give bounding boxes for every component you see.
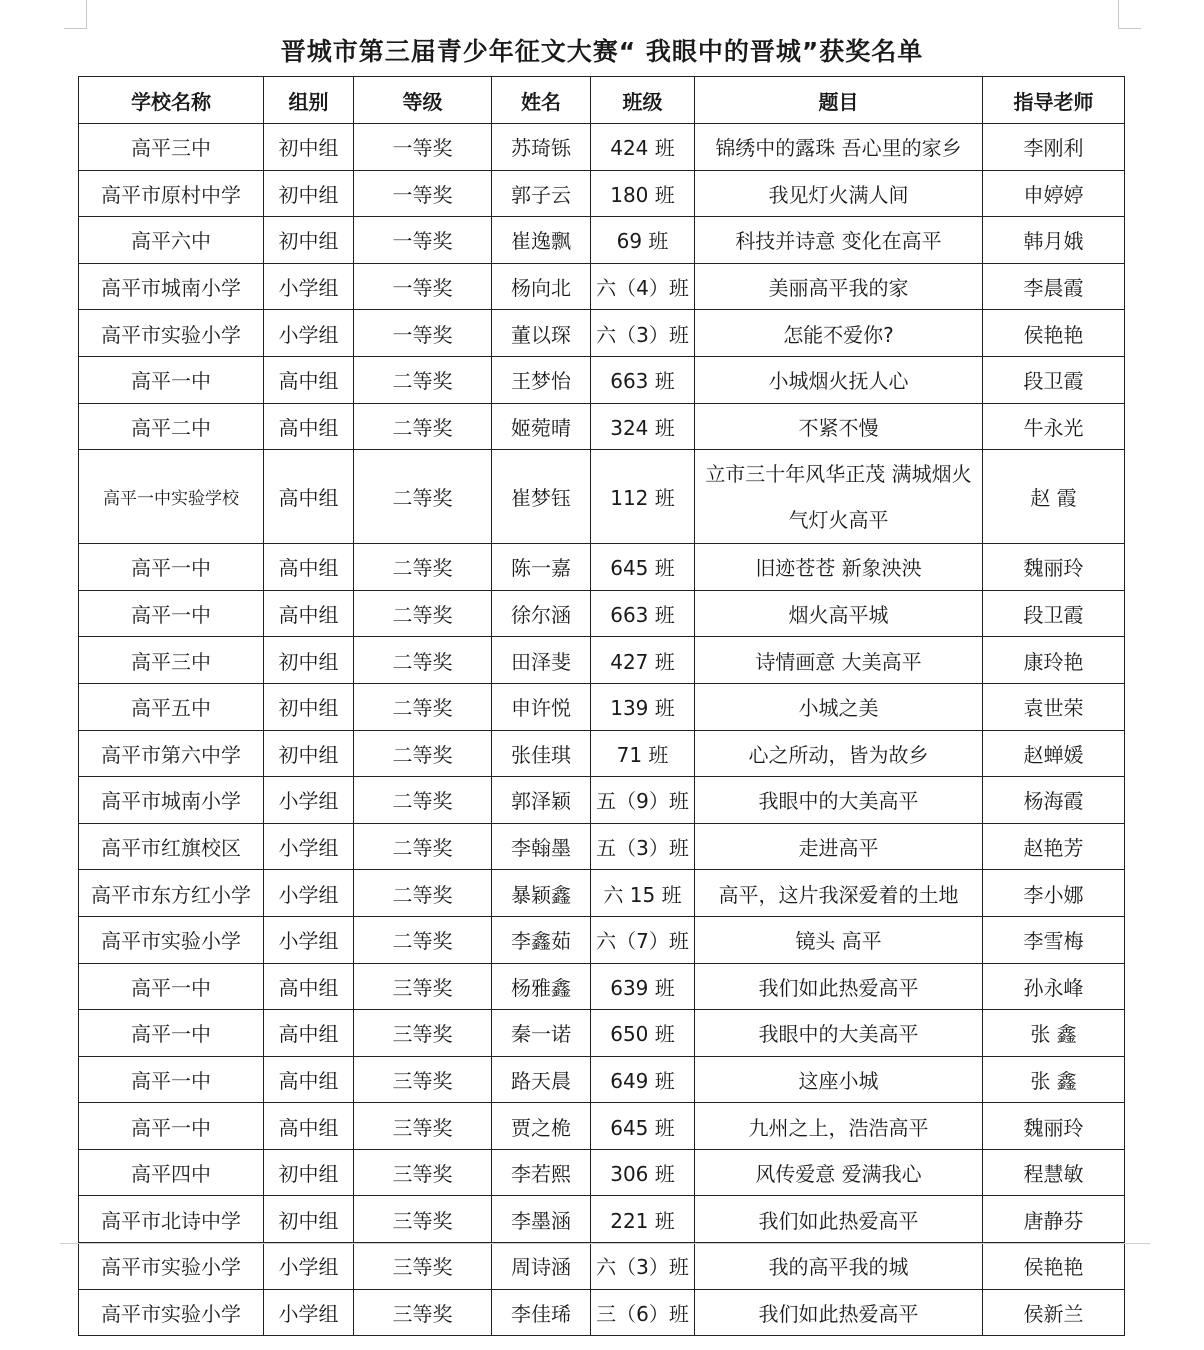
cell-name: 王梦怡 (492, 356, 591, 403)
cell-group: 初中组 (264, 730, 354, 777)
cell-teacher: 李雪梅 (983, 916, 1125, 963)
cell-class: 六（4）班 (591, 263, 695, 310)
cell-name: 李佳琋 (492, 1289, 591, 1336)
cell-name: 崔梦钰 (492, 450, 591, 544)
cell-school: 高平一中 (79, 356, 264, 403)
header-name: 姓名 (492, 77, 591, 124)
cell-teacher: 申婷婷 (983, 170, 1125, 217)
table-row (79, 683, 1125, 730)
table-row (79, 170, 1125, 217)
cell-name: 郭子云 (492, 170, 591, 217)
cell-topic: 我们如此热爱高平 (695, 1289, 983, 1336)
cell-school: 高平一中实验学校 (79, 450, 264, 544)
cell-school: 高平市东方红小学 (79, 870, 264, 917)
cell-level: 三等奖 (354, 963, 492, 1010)
cell-teacher: 侯新兰 (983, 1289, 1125, 1336)
cell-level: 二等奖 (354, 916, 492, 963)
cell-class: 649 班 (591, 1056, 695, 1103)
cell-group: 高中组 (264, 450, 354, 544)
cell-level: 一等奖 (354, 170, 492, 217)
cell-teacher: 段卫霞 (983, 590, 1125, 637)
cell-teacher: 侯艳艳 (983, 1243, 1125, 1290)
cell-school: 高平市原村中学 (79, 170, 264, 217)
cell-teacher: 张 鑫 (983, 1010, 1125, 1057)
cell-class: 645 班 (591, 544, 695, 591)
cell-level: 一等奖 (354, 310, 492, 357)
cell-group: 小学组 (264, 310, 354, 357)
cell-level: 二等奖 (354, 730, 492, 777)
cell-school: 高平一中 (79, 544, 264, 591)
cell-teacher: 程慧敏 (983, 1149, 1125, 1196)
table-row (79, 1056, 1125, 1103)
page-break-line (60, 1243, 1150, 1244)
cell-group: 小学组 (264, 1243, 354, 1290)
cell-school: 高平一中 (79, 590, 264, 637)
cell-group: 初中组 (264, 170, 354, 217)
table-row (79, 217, 1125, 264)
cell-teacher: 牛永光 (983, 403, 1125, 450)
cell-group: 高中组 (264, 1103, 354, 1150)
cell-name: 郭泽颖 (492, 777, 591, 824)
cell-name: 秦一诺 (492, 1010, 591, 1057)
cell-topic: 走进高平 (695, 823, 983, 870)
cell-topic: 我们如此热爱高平 (695, 963, 983, 1010)
cell-name: 陈一嘉 (492, 544, 591, 591)
cell-level: 三等奖 (354, 1010, 492, 1057)
cell-teacher: 赵艳芳 (983, 823, 1125, 870)
cell-class: 三（6）班 (591, 1289, 695, 1336)
cell-teacher: 张 鑫 (983, 1056, 1125, 1103)
cell-teacher: 唐静芬 (983, 1196, 1125, 1243)
cell-level: 一等奖 (354, 263, 492, 310)
table-row (79, 544, 1125, 591)
cell-name: 周诗涵 (492, 1243, 591, 1290)
page-corner-mark-left (64, 0, 87, 29)
cell-class: 69 班 (591, 217, 695, 264)
cell-topic: 这座小城 (695, 1056, 983, 1103)
cell-school: 高平三中 (79, 124, 264, 171)
cell-topic: 烟火高平城 (695, 590, 983, 637)
header-topic: 题目 (695, 77, 983, 124)
cell-class: 663 班 (591, 590, 695, 637)
cell-topic: 科技并诗意 变化在高平 (695, 217, 983, 264)
cell-group: 小学组 (264, 916, 354, 963)
cell-name: 董以琛 (492, 310, 591, 357)
table-row (79, 1149, 1125, 1196)
cell-school: 高平市城南小学 (79, 777, 264, 824)
cell-topic: 我见灯火满人间 (695, 170, 983, 217)
cell-group: 初中组 (264, 683, 354, 730)
cell-group: 高中组 (264, 963, 354, 1010)
cell-group: 小学组 (264, 823, 354, 870)
cell-topic: 风传爱意 爱满我心 (695, 1149, 983, 1196)
cell-group: 高中组 (264, 403, 354, 450)
table-row (79, 823, 1125, 870)
cell-level: 二等奖 (354, 683, 492, 730)
cell-topic: 高平，这片我深爱着的土地 (695, 870, 983, 917)
cell-class: 645 班 (591, 1103, 695, 1150)
cell-level: 二等奖 (354, 403, 492, 450)
cell-name: 杨向北 (492, 263, 591, 310)
cell-topic: 小城之美 (695, 683, 983, 730)
cell-topic: 我眼中的大美高平 (695, 777, 983, 824)
cell-school: 高平一中 (79, 1010, 264, 1057)
cell-name: 李若熙 (492, 1149, 591, 1196)
cell-topic: 立市三十年风华正茂 满城烟火气灯火高平 (695, 450, 983, 544)
header-group: 组别 (264, 77, 354, 124)
cell-name: 田泽斐 (492, 637, 591, 684)
header-teacher: 指导老师 (983, 77, 1125, 124)
cell-level: 二等奖 (354, 823, 492, 870)
cell-topic: 九州之上，浩浩高平 (695, 1103, 983, 1150)
cell-name: 崔逸飘 (492, 217, 591, 264)
cell-class: 650 班 (591, 1010, 695, 1057)
cell-level: 三等奖 (354, 1103, 492, 1150)
cell-school: 高平市实验小学 (79, 1243, 264, 1290)
cell-name: 路天晨 (492, 1056, 591, 1103)
table-row (79, 1010, 1125, 1057)
cell-class: 221 班 (591, 1196, 695, 1243)
table-row (79, 124, 1125, 171)
cell-level: 三等奖 (354, 1056, 492, 1103)
header-school: 学校名称 (79, 77, 264, 124)
cell-group: 小学组 (264, 263, 354, 310)
cell-teacher: 杨海霞 (983, 777, 1125, 824)
cell-level: 二等奖 (354, 450, 492, 544)
cell-level: 二等奖 (354, 544, 492, 591)
award-table (78, 76, 1125, 1336)
table-row (79, 356, 1125, 403)
cell-teacher: 侯艳艳 (983, 310, 1125, 357)
cell-level: 一等奖 (354, 124, 492, 171)
cell-class: 五（9）班 (591, 777, 695, 824)
cell-group: 初中组 (264, 637, 354, 684)
cell-group: 小学组 (264, 870, 354, 917)
cell-teacher: 赵 霞 (983, 450, 1125, 544)
cell-class: 六（7）班 (591, 916, 695, 963)
cell-school: 高平五中 (79, 683, 264, 730)
cell-name: 苏琦铄 (492, 124, 591, 171)
table-row (79, 1243, 1125, 1290)
page-corner-mark-right (1118, 0, 1141, 29)
cell-level: 三等奖 (354, 1149, 492, 1196)
cell-class: 324 班 (591, 403, 695, 450)
cell-teacher: 康玲艳 (983, 637, 1125, 684)
table-row (79, 310, 1125, 357)
cell-level: 一等奖 (354, 217, 492, 264)
cell-name: 张佳琪 (492, 730, 591, 777)
table-row (79, 403, 1125, 450)
cell-group: 小学组 (264, 777, 354, 824)
cell-teacher: 李刚利 (983, 124, 1125, 171)
cell-level: 三等奖 (354, 1196, 492, 1243)
table-header-row (79, 77, 1125, 124)
cell-teacher: 李小娜 (983, 870, 1125, 917)
cell-topic: 我眼中的大美高平 (695, 1010, 983, 1057)
cell-class: 663 班 (591, 356, 695, 403)
cell-teacher: 段卫霞 (983, 356, 1125, 403)
cell-class: 六（3）班 (591, 1243, 695, 1290)
cell-name: 李鑫茹 (492, 916, 591, 963)
cell-name: 李翰墨 (492, 823, 591, 870)
cell-group: 高中组 (264, 590, 354, 637)
cell-class: 427 班 (591, 637, 695, 684)
cell-teacher: 袁世荣 (983, 683, 1125, 730)
table-row (79, 870, 1125, 917)
cell-name: 申许悦 (492, 683, 591, 730)
cell-school: 高平一中 (79, 1103, 264, 1150)
cell-topic: 镜头 高平 (695, 916, 983, 963)
cell-group: 高中组 (264, 356, 354, 403)
cell-teacher: 赵蝉媛 (983, 730, 1125, 777)
cell-topic: 美丽高平我的家 (695, 263, 983, 310)
cell-class: 424 班 (591, 124, 695, 171)
cell-school: 高平二中 (79, 403, 264, 450)
cell-school: 高平四中 (79, 1149, 264, 1196)
cell-name: 杨雅鑫 (492, 963, 591, 1010)
cell-level: 二等奖 (354, 356, 492, 403)
cell-class: 139 班 (591, 683, 695, 730)
cell-group: 高中组 (264, 1010, 354, 1057)
table-row (79, 1289, 1125, 1336)
cell-school: 高平三中 (79, 637, 264, 684)
table-body (79, 124, 1125, 1336)
cell-topic: 我们如此热爱高平 (695, 1196, 983, 1243)
cell-school: 高平市实验小学 (79, 310, 264, 357)
cell-topic: 诗情画意 大美高平 (695, 637, 983, 684)
cell-name: 姬菀晴 (492, 403, 591, 450)
cell-topic: 我的高平我的城 (695, 1243, 983, 1290)
table-row (79, 1103, 1125, 1150)
cell-group: 初中组 (264, 124, 354, 171)
cell-group: 小学组 (264, 1289, 354, 1336)
cell-level: 二等奖 (354, 590, 492, 637)
cell-class: 六 15 班 (591, 870, 695, 917)
header-class: 班级 (591, 77, 695, 124)
cell-class: 五（3）班 (591, 823, 695, 870)
cell-group: 高中组 (264, 544, 354, 591)
cell-group: 初中组 (264, 1149, 354, 1196)
cell-level: 二等奖 (354, 637, 492, 684)
cell-school: 高平市第六中学 (79, 730, 264, 777)
cell-class: 71 班 (591, 730, 695, 777)
cell-class: 六（3）班 (591, 310, 695, 357)
cell-teacher: 魏丽玲 (983, 544, 1125, 591)
cell-level: 三等奖 (354, 1289, 492, 1336)
cell-level: 三等奖 (354, 1243, 492, 1290)
cell-class: 639 班 (591, 963, 695, 1010)
cell-teacher: 李晨霞 (983, 263, 1125, 310)
cell-level: 二等奖 (354, 870, 492, 917)
table-row (79, 637, 1125, 684)
table-row (79, 730, 1125, 777)
cell-group: 初中组 (264, 217, 354, 264)
cell-teacher: 孙永峰 (983, 963, 1125, 1010)
cell-teacher: 魏丽玲 (983, 1103, 1125, 1150)
cell-school: 高平市实验小学 (79, 916, 264, 963)
cell-topic: 旧迹苍苍 新象泱泱 (695, 544, 983, 591)
table-row (79, 590, 1125, 637)
cell-school: 高平市红旗校区 (79, 823, 264, 870)
cell-group: 高中组 (264, 1056, 354, 1103)
cell-class: 180 班 (591, 170, 695, 217)
cell-school: 高平市实验小学 (79, 1289, 264, 1336)
table-row (79, 263, 1125, 310)
cell-school: 高平一中 (79, 1056, 264, 1103)
cell-school: 高平一中 (79, 963, 264, 1010)
cell-name: 贾之桅 (492, 1103, 591, 1150)
table-row (79, 963, 1125, 1010)
cell-topic: 锦绣中的露珠 吾心里的家乡 (695, 124, 983, 171)
cell-topic: 怎能不爱你? (695, 310, 983, 357)
table-row (79, 1196, 1125, 1243)
cell-teacher: 韩月娥 (983, 217, 1125, 264)
cell-topic: 心之所动，皆为故乡 (695, 730, 983, 777)
cell-school: 高平市北诗中学 (79, 1196, 264, 1243)
cell-school: 高平六中 (79, 217, 264, 264)
cell-name: 暴颖鑫 (492, 870, 591, 917)
table-row (79, 777, 1125, 824)
cell-name: 李墨涵 (492, 1196, 591, 1243)
cell-class: 306 班 (591, 1149, 695, 1196)
cell-class: 112 班 (591, 450, 695, 544)
cell-group: 初中组 (264, 1196, 354, 1243)
cell-topic: 小城烟火抚人心 (695, 356, 983, 403)
table-row (79, 450, 1125, 544)
table-row (79, 916, 1125, 963)
cell-name: 徐尔涵 (492, 590, 591, 637)
header-level: 等级 (354, 77, 492, 124)
cell-school: 高平市城南小学 (79, 263, 264, 310)
cell-topic: 不紧不慢 (695, 403, 983, 450)
cell-level: 二等奖 (354, 777, 492, 824)
document-title: 晋城市第三届青少年征文大赛“ 我眼中的晋城”获奖名单 (280, 37, 924, 66)
